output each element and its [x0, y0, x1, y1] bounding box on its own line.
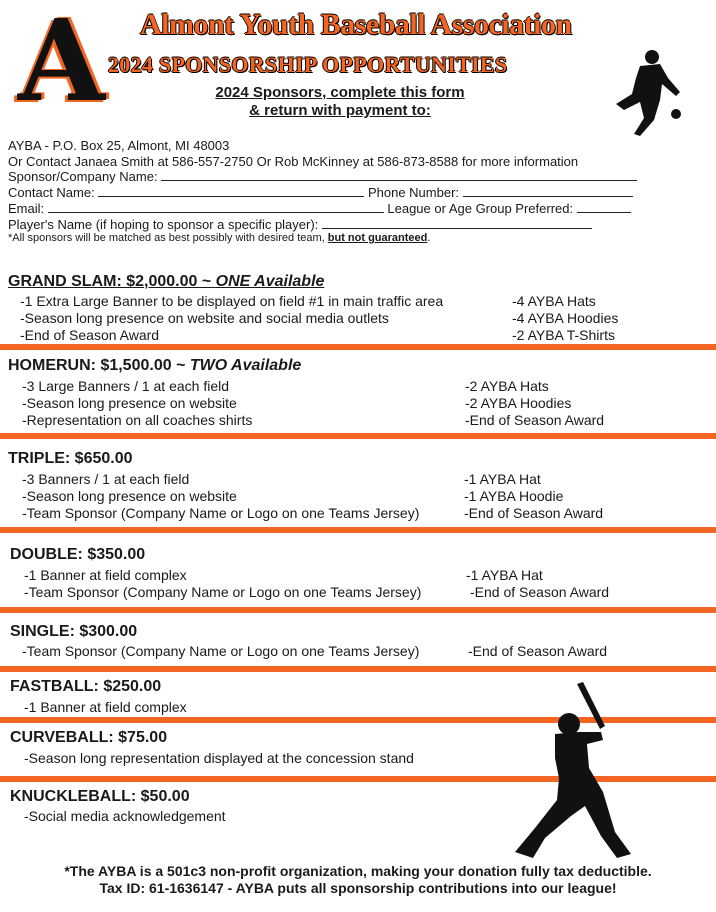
- tier-merch: -End of Season Award: [468, 643, 608, 659]
- tier-benefit: -Team Sponsor (Company Name or Logo on one Teams Jersey): [22, 505, 420, 521]
- tier-merch: -4 AYBA Hats: [512, 293, 596, 309]
- footer-nonprofit-note: *The AYBA is a 501c3 non-profit organization, making your donation fully tax deductible.: [64, 863, 652, 879]
- instructions-line-1: 2024 Sponsors, complete this form: [215, 84, 465, 101]
- tier-availability: TWO Available: [189, 357, 302, 374]
- tier-merch: -End of Season Award: [465, 412, 605, 428]
- page-subtitle: 2024 SPONSORSHIP OPPORTUNITIES: [108, 52, 508, 77]
- tier-heading-triple: TRIPLE: $650.00: [8, 450, 133, 467]
- sponsor-note: [8, 232, 430, 244]
- mailing-address: AYBA - P.O. Box 25, Almont, MI 48003: [8, 138, 230, 153]
- player-row: [8, 217, 592, 233]
- contact-name-row: [8, 185, 633, 201]
- tier-benefit: -1 Banner at field complex: [24, 699, 187, 715]
- note-suffix: .: [427, 232, 431, 244]
- contact-name-label: Contact Name:: [8, 185, 95, 200]
- page-title: Almont Youth Baseball Association: [140, 8, 572, 41]
- tier-benefit: -Team Sponsor (Company Name or Logo on one Teams Jersey): [22, 643, 420, 659]
- section-divider: [0, 527, 716, 533]
- batter-silhouette-icon: [505, 682, 635, 862]
- section-divider: [0, 666, 716, 672]
- section-divider: [0, 344, 716, 350]
- section-divider: [0, 433, 716, 439]
- tier-availability: ONE Available: [215, 273, 325, 290]
- tier-benefit: -Season long representation displayed at the concession stand: [24, 750, 414, 766]
- tier-benefit: -Season long presence on website: [22, 488, 237, 504]
- email-label: Email:: [8, 201, 45, 216]
- pitcher-silhouette-icon: [610, 48, 690, 138]
- player-label: Player's Name (if hoping to sponsor a specific player):: [8, 217, 319, 232]
- note-prefix: *All sponsors will be matched as best possibly with desired team,: [8, 232, 325, 244]
- sponsor-name-row: [8, 169, 637, 185]
- tier-merch: -2 AYBA Hats: [465, 378, 549, 394]
- ayba-logo-letter: A: [18, 0, 105, 127]
- sponsor-name-label: Sponsor/Company Name:: [8, 169, 158, 184]
- footer-tax-id: Tax ID: 61-1636147 - AYBA puts all sponsorship contributions into our league!: [99, 880, 617, 896]
- tier-merch: -1 AYBA Hat: [466, 567, 543, 583]
- tier-benefit: -3 Banners / 1 at each field: [22, 471, 190, 487]
- tier-merch: -2 AYBA Hoodies: [465, 395, 572, 411]
- league-field[interactable]: [577, 201, 631, 213]
- tier-benefit: -Season long presence on website: [22, 395, 237, 411]
- tier-benefit: -1 Banner at field complex: [24, 567, 187, 583]
- league-label: League or Age Group Preferred:: [387, 201, 574, 216]
- tier-heading-homerun: [8, 357, 301, 375]
- note-emphasis: but not guaranteed: [327, 232, 428, 244]
- tier-heading-curveball: CURVEBALL: $75.00: [10, 729, 168, 746]
- tier-heading-single: SINGLE: $300.00: [10, 623, 138, 640]
- tier-merch: -1 AYBA Hoodie: [464, 488, 564, 504]
- email-row: [8, 201, 631, 217]
- sponsor-name-field[interactable]: [161, 169, 637, 181]
- contact-info: Or Contact Janaea Smith at 586-557-2750 Or Rob McKinney at 586-873-8588 for more information: [8, 154, 579, 169]
- tier-benefit: -Representation on all coaches shirts: [22, 412, 253, 428]
- tier-merch: -1 AYBA Hat: [464, 471, 541, 487]
- tier-merch: -End of Season Award: [464, 505, 604, 521]
- section-divider: [0, 607, 716, 613]
- contact-name-field[interactable]: [98, 185, 364, 197]
- phone-label: Phone Number:: [367, 185, 460, 200]
- instructions-line-2: & return with payment to:: [249, 102, 431, 119]
- email-field[interactable]: [48, 201, 384, 213]
- tier-name: HOMERUN: $1,500.00 ~: [8, 357, 190, 374]
- tier-merch: -End of Season Award: [470, 584, 610, 600]
- tier-benefit: -3 Large Banners / 1 at each field: [22, 378, 230, 394]
- tier-heading-grand-slam: [8, 273, 324, 291]
- tier-benefit: -1 Extra Large Banner to be displayed on field #1 in main traffic area: [20, 293, 444, 309]
- tier-name: GRAND SLAM: $2,000.00 ~: [8, 273, 216, 290]
- player-field[interactable]: [322, 217, 592, 229]
- tier-merch: -2 AYBA T-Shirts: [512, 327, 615, 343]
- tier-benefit: -Social media acknowledgement: [24, 808, 226, 824]
- phone-field[interactable]: [463, 185, 633, 197]
- tier-benefit: -End of Season Award: [20, 327, 160, 343]
- tier-benefit: -Season long presence on website and social media outlets: [20, 310, 389, 326]
- tier-heading-fastball: FASTBALL: $250.00: [10, 678, 162, 695]
- tier-merch: -4 AYBA Hoodies: [512, 310, 619, 326]
- tier-heading-double: DOUBLE: $350.00: [10, 546, 146, 563]
- tier-heading-knuckleball: KNUCKLEBALL: $50.00: [10, 788, 190, 805]
- tier-benefit: -Team Sponsor (Company Name or Logo on one Teams Jersey): [24, 584, 422, 600]
